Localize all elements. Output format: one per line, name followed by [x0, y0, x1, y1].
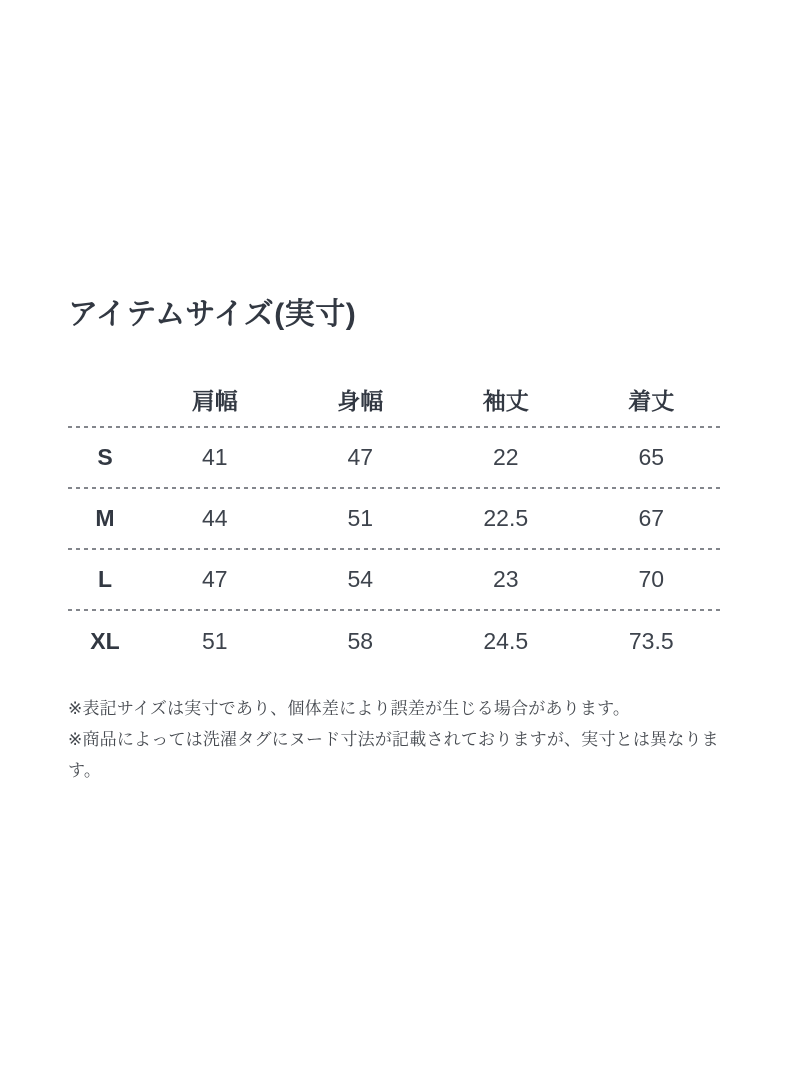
- table-header-row: [68, 372, 724, 426]
- cell-sleeve-length: 23: [492, 566, 519, 592]
- cell-body-width: 51: [347, 505, 374, 531]
- cell-shoulder-width: 51: [201, 627, 228, 654]
- col-header-length: 着丈: [628, 387, 675, 414]
- cell-length: 73.5: [628, 627, 674, 654]
- cell-body-width: 54: [347, 566, 374, 592]
- cell-length: 67: [638, 505, 665, 531]
- cell-body-width: 47: [347, 444, 374, 470]
- cell-length: 70: [638, 566, 665, 592]
- table-row-m: [68, 489, 724, 548]
- table-row-xl: [68, 611, 724, 671]
- cell-length: 65: [638, 444, 665, 470]
- col-header-shoulder-width: 肩幅: [191, 387, 238, 414]
- footnote-nude-size: ※商品によっては洗濯タグにヌード寸法が記載されておりますが、実寸とは異なります。: [68, 730, 719, 780]
- cell-sleeve-length: 22.5: [483, 505, 529, 531]
- size-label: S: [97, 444, 113, 470]
- col-header-sleeve-length: 袖丈: [482, 387, 529, 414]
- cell-sleeve-length: 22: [492, 444, 519, 470]
- table-row-l: [68, 550, 724, 609]
- size-label: XL: [90, 627, 120, 654]
- size-table: [68, 372, 724, 671]
- table-row-s: [68, 428, 724, 487]
- cell-shoulder-width: 41: [201, 444, 228, 470]
- col-header-body-width: 身幅: [337, 387, 384, 414]
- size-label: M: [95, 505, 115, 531]
- footnote-actual-size: ※表記サイズは実寸であり、個体差により誤差が生じる場合があります。: [68, 699, 631, 718]
- cell-sleeve-length: 24.5: [483, 627, 529, 654]
- cell-shoulder-width: 47: [201, 566, 228, 592]
- size-label: L: [97, 566, 113, 592]
- footnotes: [68, 693, 726, 786]
- cell-shoulder-width: 44: [201, 505, 228, 531]
- cell-body-width: 58: [347, 627, 374, 654]
- page-title: アイテムサイズ(実寸): [68, 298, 357, 331]
